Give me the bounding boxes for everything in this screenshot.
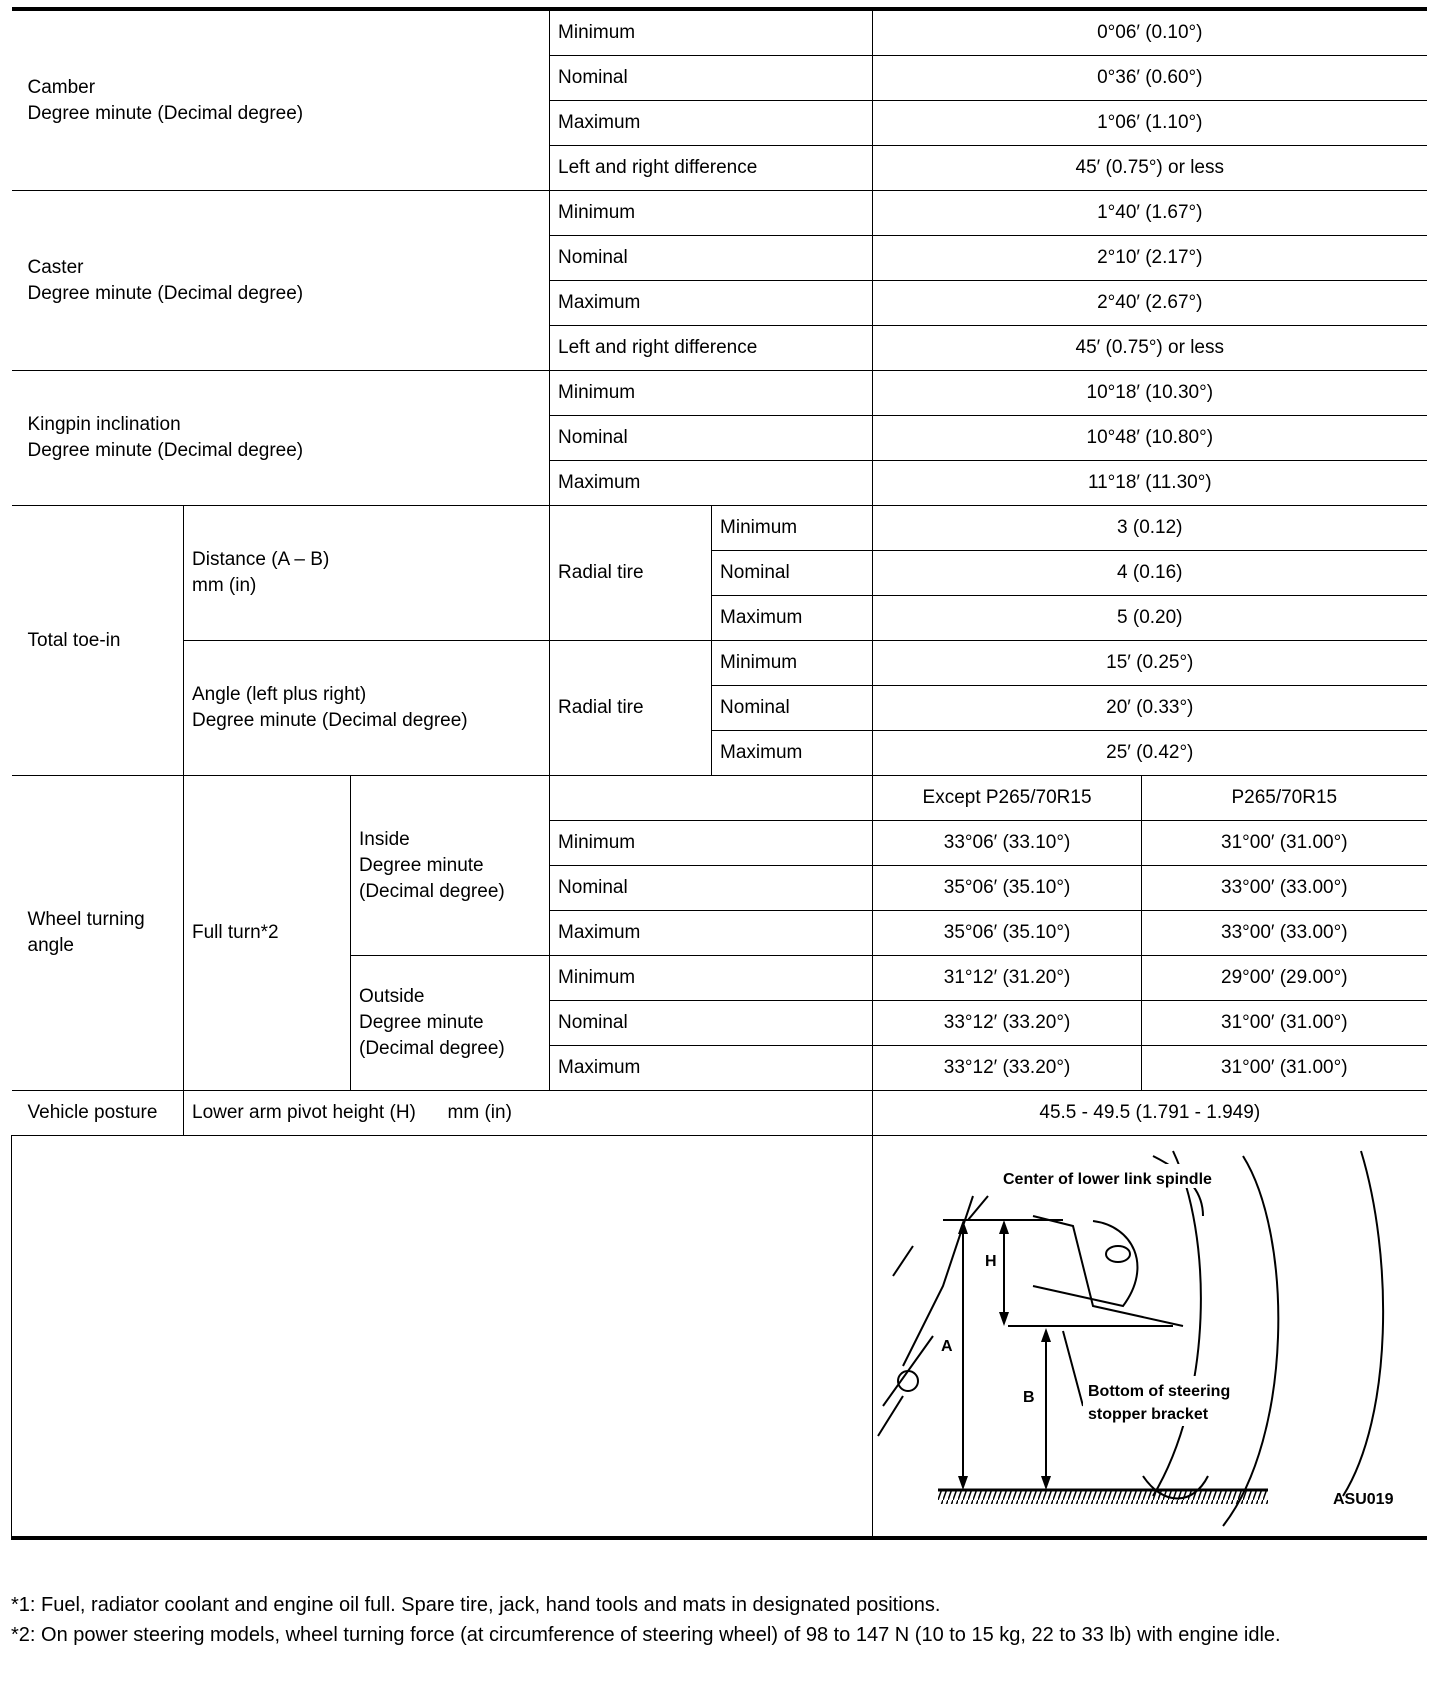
camber-title: Camber (27, 76, 96, 98)
value: 3 (0.12) (873, 506, 1427, 551)
inside-title: Inside (359, 828, 410, 850)
value: 1°40′ (1.67°) (873, 191, 1427, 236)
value: 31°00′ (31.00°) (1142, 1046, 1427, 1091)
empty-header (550, 776, 873, 821)
wheel-turning-label: Wheel turning angle (12, 776, 184, 1091)
value: 1°06′ (1.10°) (873, 101, 1427, 146)
value: 33°06′ (33.10°) (873, 821, 1142, 866)
outside-label (351, 956, 550, 1091)
value: 10°18′ (10.30°) (873, 371, 1427, 416)
tire-type: Radial tire (550, 506, 712, 641)
lower-arm-pivot-diagram (873, 1136, 1427, 1528)
footnote-1: *1: Fuel, radiator coolant and engine oil full. Spare tire, jack, hand tools and mats in designated positions. (11, 1594, 941, 1616)
kingpin-label (12, 371, 550, 506)
inside-unit: Degree minute (359, 854, 484, 876)
value: 45′ (0.75°) or less (873, 146, 1427, 191)
column-header-except: Except P265/70R15 (873, 776, 1142, 821)
toe-distance-title: Distance (A – B) (192, 549, 330, 570)
caster-unit: Degree minute (Decimal degree) (27, 282, 304, 304)
inside-unit2: (Decimal degree) (359, 880, 505, 902)
diagram-cell (873, 1136, 1427, 1539)
outside-unit: Degree minute (359, 1012, 484, 1033)
label-stopper-bracket: stopper bracket (1088, 1406, 1209, 1423)
figure-code: ASU019 (1333, 1491, 1394, 1508)
alignment-spec-table (11, 7, 1427, 1540)
toe-angle-label (184, 641, 550, 776)
table-row (12, 506, 1427, 551)
param: Maximum (550, 281, 873, 326)
inside-label (351, 776, 550, 956)
value: 31°00′ (31.00°) (1142, 821, 1427, 866)
kingpin-unit: Degree minute (Decimal degree) (27, 440, 304, 461)
param: Maximum (550, 1046, 873, 1091)
toe-distance-label (184, 506, 550, 641)
value: 5 (0.20) (873, 596, 1427, 641)
value: 20′ (0.33°) (873, 686, 1427, 731)
param: Left and right difference (550, 326, 873, 371)
param: Minimum (712, 641, 873, 686)
table-row (12, 191, 1427, 236)
label-a: A (941, 1338, 953, 1355)
value: 31°12′ (31.20°) (873, 956, 1142, 1001)
camber-unit: Degree minute (Decimal degree) (27, 102, 304, 124)
toe-angle-title: Angle (left plus right) (192, 684, 367, 705)
param: Nominal (550, 1001, 873, 1046)
table-row (12, 1091, 1427, 1136)
param: Nominal (550, 236, 873, 281)
table-row (12, 371, 1427, 416)
table-row (12, 641, 1427, 686)
param: Nominal (712, 686, 873, 731)
param: Minimum (550, 371, 873, 416)
value: 33°12′ (33.20°) (873, 1001, 1142, 1046)
param: Maximum (550, 101, 873, 146)
footnote-2: *2: On power steering models, wheel turning force (at circumference of steering wheel) of 98 to 147 N (10 to 15 kg, 22 to 33 lb) with engine idle. (11, 1624, 1281, 1646)
posture-label: Vehicle posture (12, 1091, 184, 1136)
column-header-p265: P265/70R15 (1142, 776, 1427, 821)
param: Nominal (550, 866, 873, 911)
value: 35°06′ (35.10°) (873, 911, 1142, 956)
footnotes (11, 1590, 1431, 1650)
empty-cell (12, 1136, 873, 1539)
value: 2°10′ (2.17°) (873, 236, 1427, 281)
label-bottom-steering: Bottom of steering (1088, 1383, 1231, 1400)
value: 35°06′ (35.10°) (873, 866, 1142, 911)
value: 33°00′ (33.00°) (1142, 911, 1427, 956)
value: 0°36′ (0.60°) (873, 56, 1427, 101)
outside-title: Outside (359, 986, 425, 1007)
value: 45.5 - 49.5 (1.791 - 1.949) (873, 1091, 1427, 1136)
value: 33°12′ (33.20°) (873, 1046, 1142, 1091)
tire-type: Radial tire (550, 641, 712, 776)
param: Maximum (550, 461, 873, 506)
value: 10°48′ (10.80°) (873, 416, 1427, 461)
full-turn-label: Full turn*2 (184, 776, 351, 1091)
param: Lower arm pivot height (H) mm (in) (184, 1091, 873, 1136)
param: Minimum (550, 956, 873, 1001)
value: 45′ (0.75°) or less (873, 326, 1427, 371)
param: Maximum (550, 911, 873, 956)
value: 25′ (0.42°) (873, 731, 1427, 776)
param: Maximum (712, 596, 873, 641)
table-row (12, 776, 1427, 821)
param: Maximum (712, 731, 873, 776)
param: Minimum (550, 821, 873, 866)
param: Nominal (550, 56, 873, 101)
value: 15′ (0.25°) (873, 641, 1427, 686)
label-b: B (1023, 1389, 1035, 1406)
table-row (12, 1136, 1427, 1539)
value: 33°00′ (33.00°) (1142, 866, 1427, 911)
param: Minimum (550, 191, 873, 236)
param: Left and right difference (550, 146, 873, 191)
toe-distance-unit: mm (in) (192, 575, 257, 596)
toe-angle-unit: Degree minute (Decimal degree) (192, 710, 468, 731)
label-h: H (985, 1253, 997, 1270)
value: 4 (0.16) (873, 551, 1427, 596)
camber-label (12, 9, 550, 191)
value: 0°06′ (0.10°) (873, 9, 1427, 56)
param: Minimum (712, 506, 873, 551)
tire-outline (1223, 1156, 1278, 1526)
outside-unit2: (Decimal degree) (359, 1038, 505, 1059)
caster-title: Caster (27, 256, 84, 278)
value: 29°00′ (29.00°) (1142, 956, 1427, 1001)
value: 31°00′ (31.00°) (1142, 1001, 1427, 1046)
table-row (12, 9, 1427, 56)
param: Nominal (712, 551, 873, 596)
param: Minimum (550, 9, 873, 56)
value: 2°40′ (2.67°) (873, 281, 1427, 326)
caster-label (12, 191, 550, 371)
kingpin-title: Kingpin inclination (27, 414, 181, 435)
label-center-lower-link: Center of lower link spindle (1003, 1171, 1212, 1188)
param: Nominal (550, 416, 873, 461)
toe-label: Total toe-in (12, 506, 184, 776)
value: 11°18′ (11.30°) (873, 461, 1427, 506)
